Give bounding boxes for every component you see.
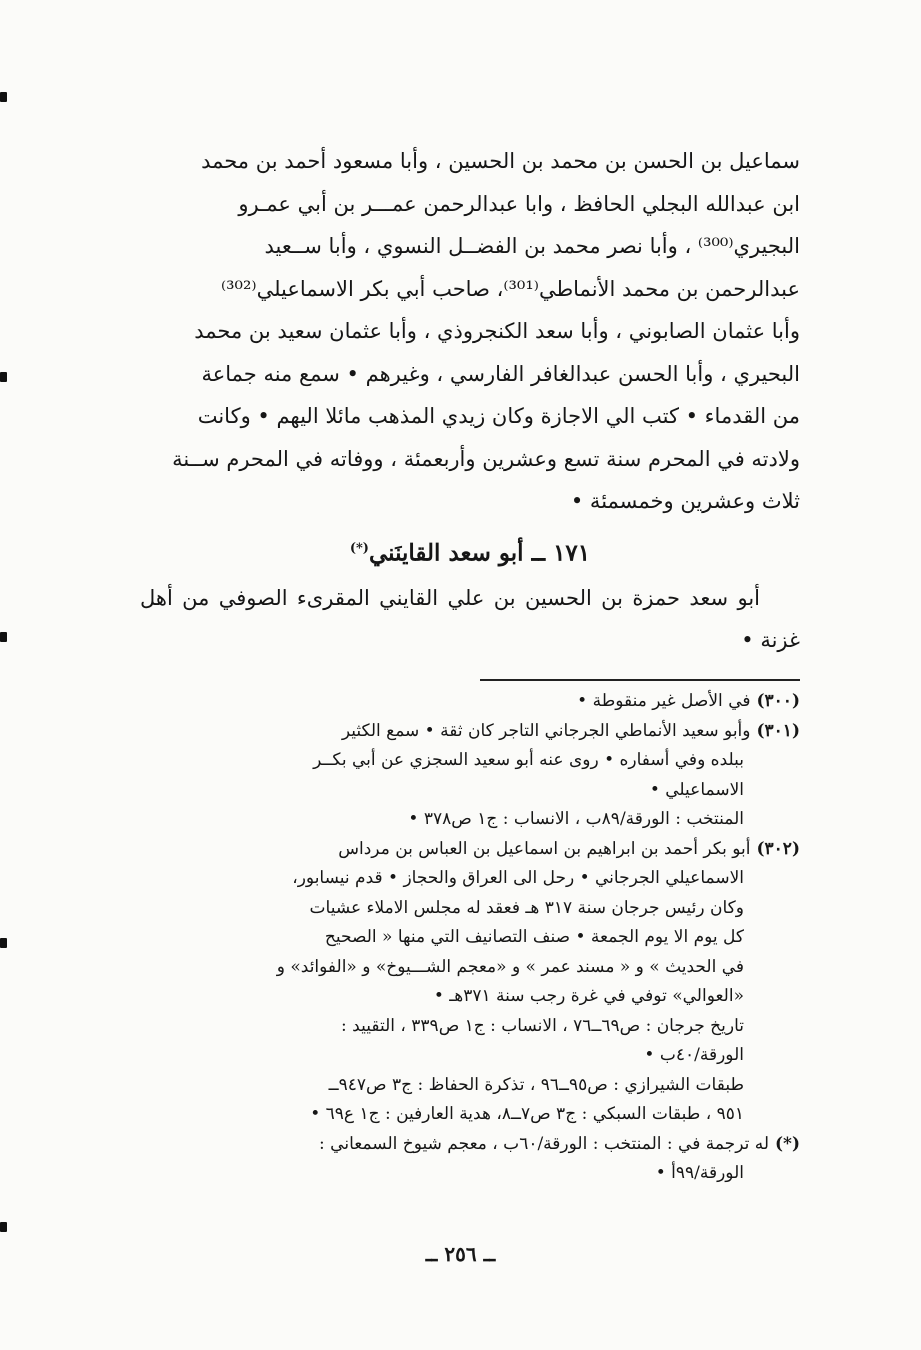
paragraph-line: سماعيل بن الحسن بن محمد بن الحسين ، وأبا مسعود أحمد بن محمد xyxy=(201,149,800,173)
footnote-line: «العوالي» توفي في غرة رجب سنة ٣٧١هـ • xyxy=(433,986,744,1007)
footnote-302 xyxy=(140,835,800,1130)
scan-edge-mark xyxy=(0,92,7,102)
footnote-line: تاريخ جرجان : ص٦٩ــ٧٦ ، الانساب : ج١ ص٣٣٩ ، التقييد : xyxy=(341,1015,744,1036)
footnote-line: وأبو سعيد الأنماطي الجرجاني التاجر كان ثقة • سمع الكثير xyxy=(341,720,751,741)
footnote-number: (٣٠٢) xyxy=(756,838,800,859)
scan-edge-mark xyxy=(0,1222,7,1232)
entry-heading xyxy=(140,529,800,574)
paragraph-line: البحيري ، وأبا الحسن عبدالغافر الفارسي ، وغيرهم • سمع منه جماعة xyxy=(201,361,800,386)
footnote-line: الورقة/٤٠ب • xyxy=(644,1045,744,1066)
document-page xyxy=(140,140,800,1189)
footnote-301 xyxy=(140,717,800,835)
scan-edge-mark xyxy=(0,938,7,948)
paragraph-line: ثلاث وعشرين وخمسمئة • xyxy=(570,489,800,513)
paragraph-line: ابن عبدالله البجلي الحافظ ، وابا عبدالرحمن عمـــر بن أبي عمـرو xyxy=(238,191,800,216)
footnote-number: (٣٠٠) xyxy=(756,691,800,712)
footnote-line: الورقة/٩٩أ • xyxy=(655,1163,744,1184)
page-number: ــ ٢٥٦ ــ xyxy=(425,1242,496,1266)
footnote-line: المنتخب : الورقة/٨٩ب ، الانساب : ج١ ص٣٧٨ • xyxy=(408,809,744,830)
main-paragraph xyxy=(140,140,800,523)
footnote-line: الاسماعيلي • xyxy=(649,779,744,800)
footnote-line: طبقات الشيرازي : ص٩٥ــ٩٦ ، تذكرة الحفاظ : ج٣ ص٩٤٧ــ xyxy=(328,1074,744,1095)
footnote-number: (*) xyxy=(775,1133,800,1154)
footnote-line: في الأصل غير منقوطة • xyxy=(577,691,751,712)
footnotes xyxy=(140,687,800,1189)
footnote-line: كل يوم الا يوم الجمعة • صنف التصانيف التي منها « الصحيح xyxy=(324,927,744,948)
footnote-line: ٩٥١ ، طبقات السبكي : ج٣ ص٧ــ٨، هدية العارفين : ج١ ع٦٩ • xyxy=(310,1104,744,1125)
scan-edge-mark xyxy=(0,632,7,642)
footnote-line: ببلده وفي أسفاره • روى عنه أبو سعيد السجزي عن أبي بكــر xyxy=(313,750,744,771)
footnote-line: وكان رئيس جرجان سنة ٣١٧ هـ فعقد له مجلس الاملاء عشيات xyxy=(309,897,744,918)
footnote-star xyxy=(140,1130,800,1189)
scan-edge-mark xyxy=(0,372,7,382)
paragraph-line: ولادته في المحرم سنة تسع وعشرين وأربعمئة ، ووفاته في المحرم ســنة xyxy=(172,446,800,471)
paragraph-line: من القدماء • كتب الي الاجازة وكان زيدي المذهب مائلا اليهم • وكانت xyxy=(197,404,800,428)
footnote-line: له ترجمة في : المنتخب : الورقة/٦٠ب ، معجم شيوخ السمعاني : xyxy=(319,1133,770,1154)
footnote-line: الاسماعيلي الجرجاني • رحل الى العراق والحجاز • قدم نيسابور، xyxy=(292,868,744,889)
footnote-line: في الحديث » و « مسند عمر » و «معجم الشـــيوخ» و «الفوائد» و xyxy=(276,956,744,977)
footnote-line: أبو بكر أحمد بن ابراهيم بن اسماعيل بن العباس بن مرداس xyxy=(338,838,751,859)
paragraph-line: البجيري⁽³⁰⁰⁾ ، وأبا نصر محمد بن الفضــل النسوي ، وأبا ســعيد xyxy=(264,234,800,258)
footnote-number: (٣٠١) xyxy=(756,720,800,741)
entry-body: أبو سعد حمزة بن الحسين بن علي القايني المقرىء الصوفي من أهل غزنة • xyxy=(140,586,800,653)
paragraph-line: عبدالرحمن بن محمد الأنماطي⁽³⁰¹⁾، صاحب أبي بكر الاسماعيلي⁽³⁰²⁾ xyxy=(220,276,800,301)
entry-heading-text: ١٧١ ــ أبو سعد القاينَني xyxy=(368,539,591,567)
footnote-divider xyxy=(480,679,800,681)
paragraph-line: وأبا عثمان الصابوني ، وأبا سعد الكنجروذي ، وأبا عثمان سعيد بن محمد xyxy=(194,319,800,343)
entry-heading-mark: (*) xyxy=(349,540,369,556)
footnote-300 xyxy=(140,687,800,717)
